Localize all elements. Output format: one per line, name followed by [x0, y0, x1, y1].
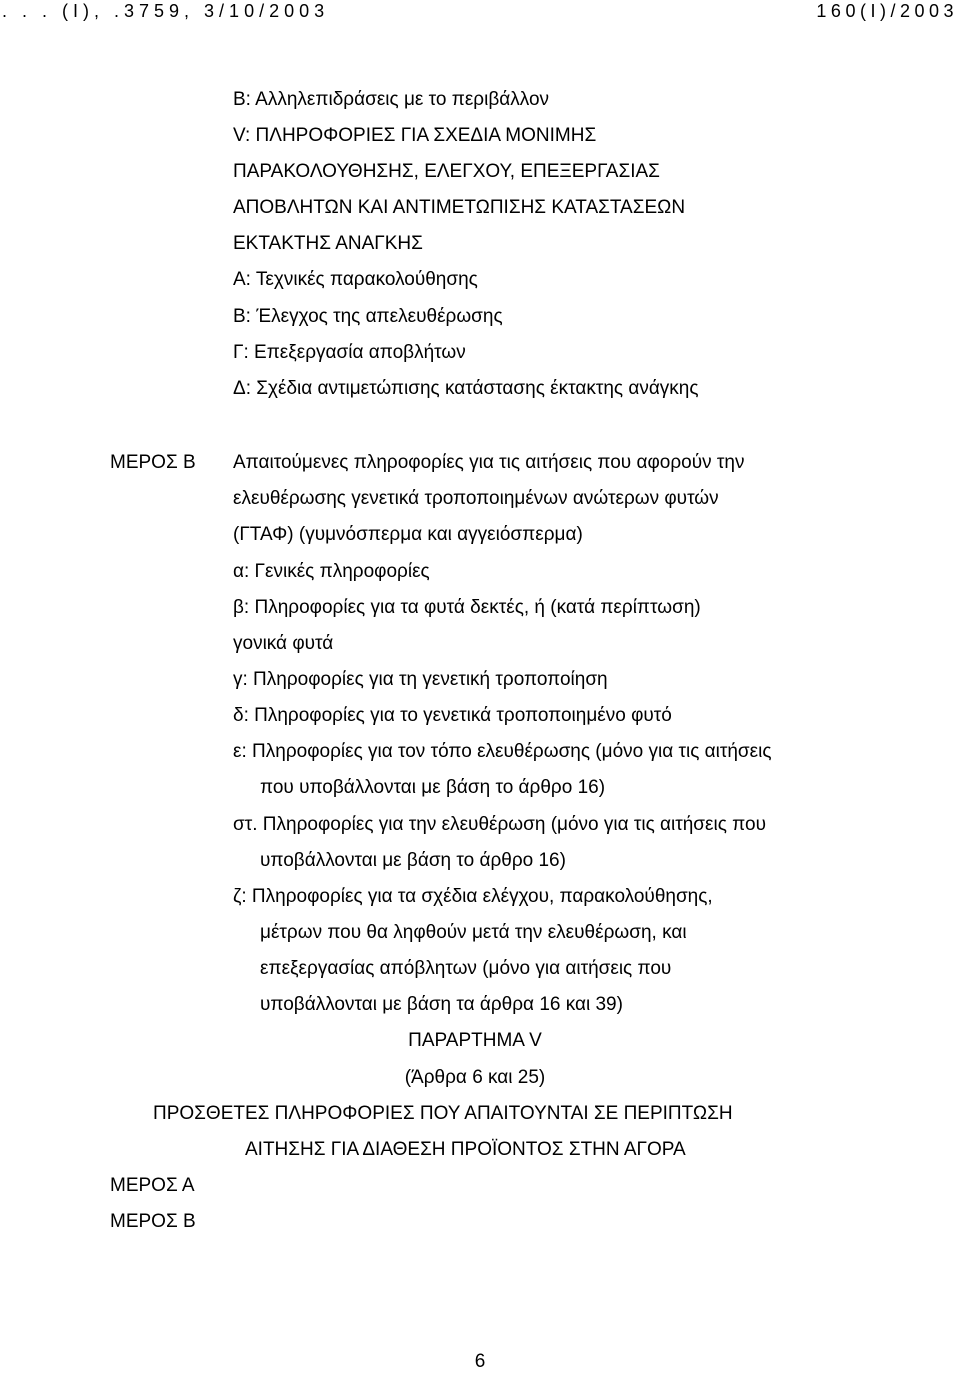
- list-item: Β: Έλεγχος της απελευθέρωσης: [233, 306, 503, 327]
- list-item: β: Πληροφορίες για τα φυτά δεκτές, ή (κατά περίπτωση): [233, 597, 701, 618]
- part-b-title-line: (ΓΤΑΦ) (γυμνόσπερμα και αγγειόσπερμα): [233, 524, 583, 545]
- section-heading-line: V: ΠΛΗΡΟΦΟΡΙΕΣ ΓΙΑ ΣΧΕΔΙΑ ΜΟΝΙΜΗΣ: [233, 125, 597, 146]
- part-b-label: ΜΕΡΟΣ Β: [110, 452, 196, 473]
- list-item: Β: Αλληλεπιδράσεις με το περιβάλλον: [233, 89, 550, 110]
- list-item-continuation: επεξεργασίας απόβλητων (μόνο για αιτήσεις που: [260, 958, 672, 979]
- list-item: Γ: Επεξεργασία αποβλήτων: [233, 342, 466, 363]
- page-number: 6: [474, 1351, 486, 1372]
- list-item-continuation: υποβάλλονται με βάση το άρθρο 16): [260, 850, 566, 871]
- part-a-label: ΜΕΡΟΣ Α: [110, 1175, 195, 1196]
- annex-heading-line: ΑΙΤΗΣΗΣ ΓΙΑ ΔΙΑΘΕΣΗ ΠΡΟΪΟΝΤΟΣ ΣΤΗΝ ΑΓΟΡΑ: [245, 1139, 686, 1160]
- list-item-continuation: γονικά φυτά: [233, 633, 334, 654]
- part-b-label: ΜΕΡΟΣ Β: [110, 1211, 196, 1232]
- list-item: ε: Πληροφορίες για τον τόπο ελευθέρωσης (μόνο για τις αιτήσεις: [233, 741, 772, 762]
- section-heading-line: ΑΠΟΒΛΗΤΩΝ ΚΑΙ ΑΝΤΙΜΕΤΩΠΙΣΗΣ ΚΑΤΑΣΤΑΣΕΩΝ: [233, 197, 686, 218]
- list-item: ζ: Πληροφορίες για τα σχέδια ελέγχου, παρακολούθησης,: [233, 886, 713, 907]
- list-item-continuation: υποβάλλονται με βάση τα άρθρα 16 και 39): [260, 994, 623, 1015]
- running-header-left: . . . (Ι), .3759, 3/10/2003: [2, 1, 330, 21]
- list-item: Δ: Σχέδια αντιμετώπισης κατάστασης έκτακτης ανάγκης: [233, 378, 699, 399]
- running-header-right: 160(Ι)/2003: [816, 1, 958, 21]
- section-heading-line: ΕΚΤΑΚΤΗΣ ΑΝΑΓΚΗΣ: [233, 233, 423, 254]
- list-item-continuation: μέτρων που θα ληφθούν μετά την ελευθέρωση, και: [260, 922, 687, 943]
- list-item: δ: Πληροφορίες για το γενετικά τροποποιημένο φυτό: [233, 705, 672, 726]
- annex-title: ΠΑΡΑΡΤΗΜΑ V: [408, 1030, 542, 1051]
- list-item: α: Γενικές πληροφορίες: [233, 561, 430, 582]
- list-item: Α: Τεχνικές παρακολούθησης: [233, 269, 478, 290]
- list-item: στ. Πληροφορίες για την ελευθέρωση (μόνο για τις αιτήσεις που: [233, 814, 766, 835]
- section-heading-line: ΠΑΡΑΚΟΛΟΥΘΗΣΗΣ, ΕΛΕΓΧΟΥ, ΕΠΕΞΕΡΓΑΣΙΑΣ: [233, 161, 660, 182]
- list-item-continuation: που υποβάλλονται με βάση το άρθρο 16): [260, 777, 606, 798]
- part-b-title-line: ελευθέρωσης γενετικά τροποποιημένων ανώτερων φυτών: [233, 488, 719, 509]
- annex-subtitle: (Άρθρα 6 και 25): [404, 1067, 546, 1088]
- annex-heading-line: ΠΡΟΣΘΕΤΕΣ ΠΛΗΡΟΦΟΡΙΕΣ ΠΟΥ ΑΠΑΙΤΟΥΝΤΑΙ ΣΕ ΠΕΡΙΠΤΩΣΗ: [153, 1103, 733, 1124]
- list-item: γ: Πληροφορίες για τη γενετική τροποποίηση: [233, 669, 608, 690]
- part-b-title-line: Απαιτούμενες πληροφορίες για τις αιτήσεις που αφορούν την: [233, 452, 745, 473]
